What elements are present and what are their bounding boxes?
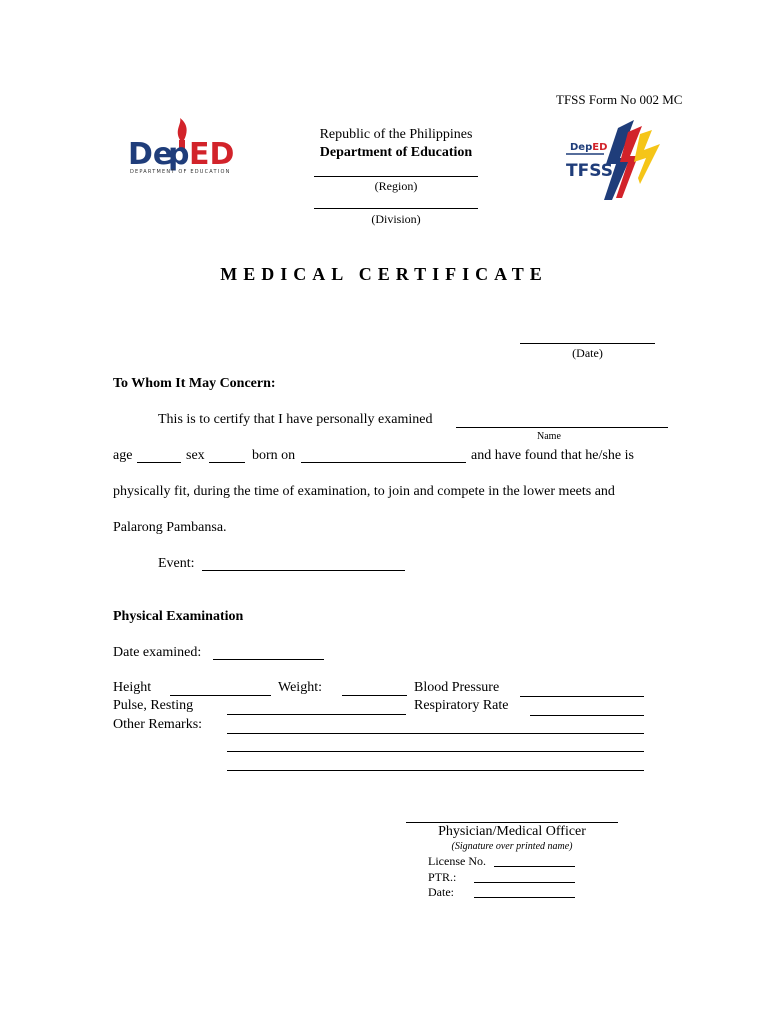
found-text: and have found that he/she is [471, 448, 634, 463]
svg-text:p: p [168, 137, 190, 172]
license-label: License No. [428, 854, 486, 868]
remarks-line-3[interactable] [227, 770, 644, 771]
height-label: Height [113, 680, 152, 695]
ptr-label: PTR.: [428, 870, 457, 884]
respiratory-rate-label: Respiratory Rate [414, 698, 509, 713]
date-examined-field[interactable] [213, 659, 324, 660]
ptr-field[interactable] [474, 882, 575, 883]
sig-date-field[interactable] [474, 897, 575, 898]
division-line[interactable] [314, 208, 478, 209]
remarks-line-2[interactable] [227, 751, 644, 752]
deped-logo [128, 118, 246, 178]
weight-label: Weight: [278, 680, 322, 695]
sex-label: sex [186, 448, 205, 463]
blood-pressure-label: Blood Pressure [414, 680, 500, 695]
region-label: (Region) [374, 179, 418, 193]
name-field[interactable] [456, 427, 668, 428]
region-line[interactable] [314, 176, 478, 177]
certify-text: This is to certify that I have personally examined [158, 412, 433, 427]
signature-line[interactable] [406, 822, 618, 823]
department-text: Department of Education [319, 145, 473, 160]
tfss-text: TFSS [566, 161, 613, 181]
age-field[interactable] [137, 462, 181, 463]
physician-subtitle: (Signature over printed name) [451, 841, 573, 852]
date-line[interactable] [520, 343, 655, 344]
weight-field[interactable] [342, 695, 407, 696]
tfss-small-text: DepED [570, 142, 608, 153]
svg-text:De: De [128, 137, 174, 172]
blood-pressure-field[interactable] [520, 696, 644, 697]
age-label: age [113, 448, 133, 463]
born-on-label: born on [252, 448, 296, 463]
form-number: TFSS Form No 002 MC [556, 92, 683, 107]
pulse-field[interactable] [227, 714, 406, 715]
sex-field[interactable] [209, 462, 245, 463]
salutation: To Whom It May Concern: [113, 376, 276, 391]
physical-exam-heading: Physical Examination [113, 609, 244, 624]
body-line-2: physically fit, during the time of examination, to join and compete in the lower meets and [113, 484, 615, 499]
birthdate-field[interactable] [301, 462, 466, 463]
date-label: (Date) [572, 346, 603, 360]
physician-title: Physician/Medical Officer [438, 824, 586, 839]
other-remarks-label: Other Remarks: [113, 717, 203, 732]
respiratory-rate-field[interactable] [530, 715, 644, 716]
svg-text:ED: ED [189, 137, 235, 172]
body-line-3: Palarong Pambansa. [113, 520, 227, 535]
name-label: Name [537, 431, 561, 442]
page-title: MEDICAL CERTIFICATE [220, 264, 548, 284]
event-label: Event: [158, 556, 195, 571]
height-field[interactable] [170, 695, 271, 696]
republic-text: Republic of the Philippines [319, 127, 473, 142]
sig-date-label: Date: [428, 885, 454, 899]
tfss-logo [560, 118, 664, 202]
pulse-label: Pulse, Resting [113, 698, 194, 713]
date-examined-label: Date examined: [113, 645, 202, 660]
license-field[interactable] [494, 866, 575, 867]
division-label: (Division) [371, 212, 421, 226]
deped-subtext: DEPARTMENT OF EDUCATION [130, 169, 231, 175]
event-field[interactable] [202, 570, 405, 571]
remarks-line-1[interactable] [227, 733, 644, 734]
